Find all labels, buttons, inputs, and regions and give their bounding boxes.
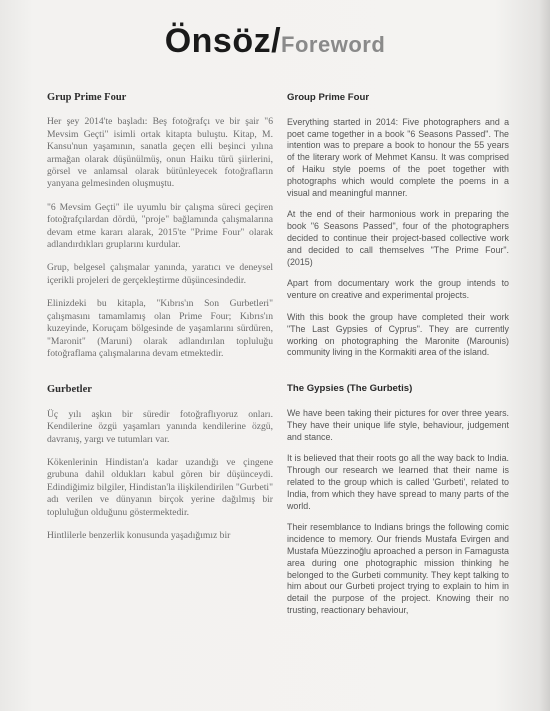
paragraph: Apart from documentary work the group intends to venture on creative and experimental projects. — [287, 278, 509, 301]
section-heading-gurbetler: Gurbetler — [47, 384, 92, 396]
paragraph: With this book the group have completed their work "The Last Gypsies of Cyprus". They are currently working on photographing the Maronite (Marounis) community living in the Kormakiti area of the island. — [287, 311, 509, 358]
paragraph: "6 Mevsim Geçti" ile uyumlu bir çalışma süreci geçiren fotoğrafçılardan dördü, "proje" bağlamında çalışmalarına devam etme kararı alarak, 2015'te "Prime Four" olarak adlandırdıkları gruplarını kurdular. — [47, 201, 273, 251]
paragraph: Elinizdeki bu kitapla, "Kıbrıs'ın Son Gurbetleri" çalışmasını tamamlamış olan Prime Four; Kıbrıs'ın kuzeyinde, Koruçam bölgesinde de yaşamlarını sürdüren, "Maronit" (Maruni) olarak adlandırılan topluluğu fotoğraflama çalışmalarına devam etmektedir. — [47, 298, 273, 359]
paragraph: At the end of their harmonious work in preparing the book "6 Seasons Passed", four of the photographers decided to continue their project-based collective work and decided to call themselves "The Prime Four". (2015) — [287, 209, 509, 267]
paragraph: It is believed that their roots go all the way back to India. Through our research we learned that their name is related to the group which is called 'Gurbeti', related to India, from which they have spread to many parts of the world. — [287, 453, 509, 511]
paragraph: We have been taking their pictures for over three years. They have their unique life style, behaviour, judgement and stance. — [287, 407, 509, 442]
title-english: Foreword — [281, 32, 386, 57]
paragraph: Üç yılı aşkın bir süredir fotoğraflıyoruz onları. Kendilerine özgü yaşamları yanında kendilerine özgü, davranış, yargı ve tutumları var. — [47, 408, 273, 445]
section-heading-gypsies: The Gypsies (The Gurbetis) — [287, 383, 413, 395]
turkish-column — [47, 92, 273, 553]
section-heading-group: Group Prime Four — [287, 92, 370, 103]
page-title — [0, 22, 550, 61]
paragraph: Hintlilerle benzerlik konusunda yaşadığımız bir — [47, 529, 231, 541]
title-turkish: Önsöz/ — [164, 22, 282, 60]
english-column — [287, 92, 509, 627]
section-heading-group: Grup Prime Four — [47, 92, 127, 103]
paragraph: Grup, belgesel çalışmalar yanında, yaratıcı ve deneysel içerikli projeleri de gerçekleştirme düşüncesindedir. — [47, 262, 273, 286]
paragraph: Kökenlerinin Hindistan'a kadar uzandığı ve çingene grubuna dahil oldukları kabul gören bir düşünceydi. Edindiğimiz bilgiler, Hindistan'la ilişkilendirilen "Gurbeti" adı verilen ve dünyanın birçok yerine dağılmış bir topluluğun olduğunu göstermektedir. — [47, 456, 273, 518]
paragraph: Everything started in 2014: Five photographers and a poet came together in a book "6 Seasons Passed". The intention was to prepare a book to honour the 55 years of the literary work of Mehmet Kansu. It was comprised of Haiku style poems of the poet together with photographs which would complete the poems in a visual and meaningful manner. — [287, 116, 509, 198]
paragraph: Their resemblance to Indians brings the following comic incidence to memory. Our friends Mustafa Evirgen and Mustafa Müezzinoğlu aproached a person in Famagusta area during one photographic mission thinking he belonged to the Gurbeti community. They kept talking to him about our Gurbeti project trying to explain to him in detail the purpose of the project. Knowing their no trusting, reactionary behaviour, — [287, 522, 509, 615]
paragraph: Her şey 2014'te başladı: Beş fotoğrafçı ve bir şair "6 Mevsim Geçti" isimli ortak kitapta buluştu. Kitap, M. Kansu'nun yaşamının, sanatla geçen elli beşinci yılına armağan olarak düşünülmüş, onun Haiku türü şiirlerini, görsel ve anlamsal olarak bütünleyecek fotoğrafların yanyana gelmesinden oluşmuştu. — [47, 116, 273, 190]
